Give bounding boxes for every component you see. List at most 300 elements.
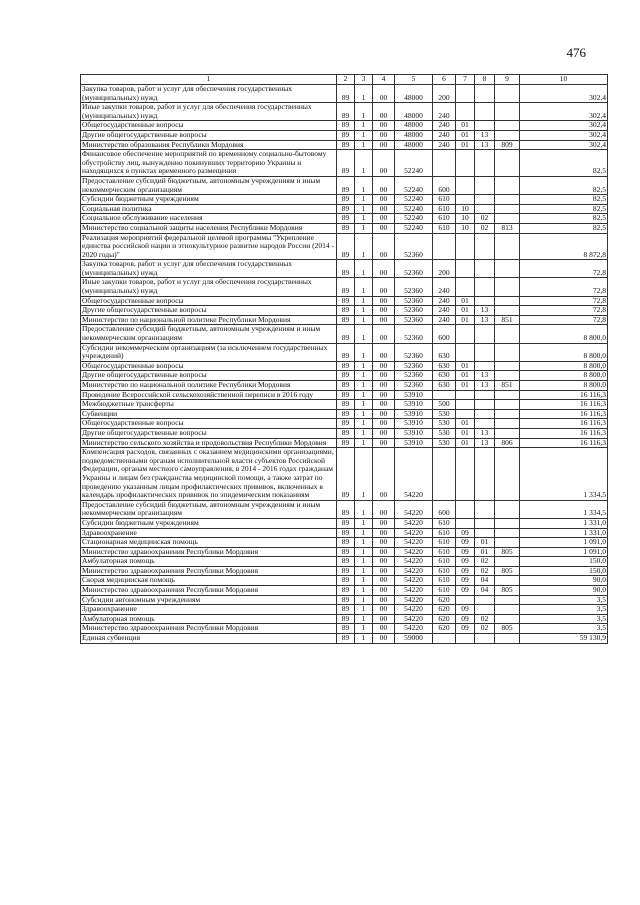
subsection-cell (475, 296, 495, 306)
ministry-code-cell (495, 448, 520, 501)
subsection-cell (475, 343, 495, 361)
code-cell: 89 (337, 409, 355, 419)
amount-cell: 1 334,5 (520, 448, 608, 501)
code-cell: 00 (373, 195, 395, 205)
section-cell: 09 (456, 605, 475, 615)
item-name-cell: Субсидии бюджетным учреждениям (81, 195, 337, 205)
section-cell (456, 103, 475, 121)
expense-type-cell: 610 (433, 195, 456, 205)
code-cell: 1 (355, 624, 373, 634)
subsection-cell: 13 (475, 428, 495, 438)
code-cell: 00 (373, 278, 395, 296)
table-row (81, 130, 608, 140)
code-cell: 89 (337, 140, 355, 150)
ministry-code-cell (495, 306, 520, 316)
item-name-cell: Другие общегосударственные вопросы (81, 130, 337, 140)
code-cell: 00 (373, 233, 395, 260)
code-cell: 89 (337, 634, 355, 644)
column-header: 9 (495, 75, 520, 85)
code-cell: 89 (337, 296, 355, 306)
table-row (81, 528, 608, 538)
amount-cell: 72,8 (520, 306, 608, 316)
target-code-cell: 54220 (395, 528, 433, 538)
target-code-cell: 54220 (395, 595, 433, 605)
subsection-cell: 13 (475, 140, 495, 150)
expense-type-cell: 240 (433, 130, 456, 140)
subsection-cell (475, 85, 495, 103)
amount-cell: 82,5 (520, 214, 608, 224)
ministry-code-cell (495, 390, 520, 400)
amount-cell: 1 091,0 (520, 538, 608, 548)
item-name-cell: Субсидии автономным учреждениям (81, 595, 337, 605)
amount-cell: 302,4 (520, 140, 608, 150)
code-cell: 1 (355, 306, 373, 316)
section-cell (456, 176, 475, 194)
code-cell: 00 (373, 343, 395, 361)
code-cell: 89 (337, 204, 355, 214)
table-row (81, 419, 608, 429)
table-row (81, 204, 608, 214)
amount-cell: 16 116,3 (520, 409, 608, 419)
section-cell: 09 (456, 576, 475, 586)
amount-cell: 150,0 (520, 557, 608, 567)
table-row (81, 557, 608, 567)
target-code-cell: 54220 (395, 448, 433, 501)
item-name-cell: Предоставление субсидий бюджетным, автономным учреждениям и иным некоммерческим организациям (81, 500, 337, 518)
code-cell: 89 (337, 150, 355, 177)
target-code-cell: 48000 (395, 121, 433, 131)
ministry-code-cell (495, 409, 520, 419)
code-cell: 1 (355, 605, 373, 615)
column-header: 2 (337, 75, 355, 85)
item-name-cell: Компенсация расходов, связанных с оказанием медицинскими организациями, подведомственными органам исполнительной власти субъектов Российской Федерации, органам местного самоуправления, в 2014 - 2016 годах гражданам Украины и лицам без гражданства медицинской помощи, а также затрат по проведению указанным лицам профилактических прививок, включенных в календарь профилактических прививок по эпидемическим показаниям (81, 448, 337, 501)
table-row (81, 448, 608, 501)
code-cell: 89 (337, 605, 355, 615)
section-cell: 01 (456, 381, 475, 391)
code-cell: 89 (337, 400, 355, 410)
expense-type-cell: 610 (433, 586, 456, 596)
amount-cell: 16 116,3 (520, 428, 608, 438)
code-cell: 89 (337, 419, 355, 429)
code-cell: 1 (355, 361, 373, 371)
subsection-cell: 02 (475, 223, 495, 233)
code-cell: 1 (355, 547, 373, 557)
section-cell: 10 (456, 214, 475, 224)
subsection-cell (475, 448, 495, 501)
code-cell: 89 (337, 371, 355, 381)
table-header-row (81, 75, 608, 85)
table-row (81, 223, 608, 233)
code-cell: 1 (355, 448, 373, 501)
expense-type-cell: 600 (433, 325, 456, 343)
ministry-code-cell: 851 (495, 315, 520, 325)
item-name-cell: Единая субвенция (81, 634, 337, 644)
expense-type-cell: 630 (433, 381, 456, 391)
section-cell (456, 390, 475, 400)
expense-type-cell: 610 (433, 576, 456, 586)
amount-cell: 82,5 (520, 223, 608, 233)
item-name-cell: Социальная политика (81, 204, 337, 214)
section-cell (456, 233, 475, 260)
code-cell: 1 (355, 233, 373, 260)
ministry-code-cell: 805 (495, 624, 520, 634)
code-cell: 00 (373, 103, 395, 121)
code-cell: 00 (373, 419, 395, 429)
amount-cell: 302,4 (520, 103, 608, 121)
target-code-cell: 52360 (395, 315, 433, 325)
column-header: 7 (456, 75, 475, 85)
subsection-cell: 13 (475, 315, 495, 325)
target-code-cell: 54220 (395, 518, 433, 528)
amount-cell: 3,5 (520, 605, 608, 615)
item-name-cell: Министерство сельского хозяйства и продовольствия Республики Мордовия (81, 438, 337, 448)
table-row (81, 371, 608, 381)
code-cell: 89 (337, 576, 355, 586)
section-cell (456, 595, 475, 605)
code-cell: 89 (337, 624, 355, 634)
code-cell: 89 (337, 595, 355, 605)
code-cell: 00 (373, 595, 395, 605)
code-cell: 89 (337, 528, 355, 538)
ministry-code-cell (495, 233, 520, 260)
table-row (81, 121, 608, 131)
section-cell: 01 (456, 361, 475, 371)
code-cell: 1 (355, 634, 373, 644)
expense-type-cell: 630 (433, 361, 456, 371)
table-row (81, 296, 608, 306)
ministry-code-cell (495, 195, 520, 205)
expense-type-cell: 530 (433, 409, 456, 419)
item-name-cell: Иные закупки товаров, работ и услуг для обеспечения государственных (муниципальных) нужд (81, 103, 337, 121)
table-row (81, 624, 608, 634)
code-cell: 1 (355, 176, 373, 194)
subsection-cell: 02 (475, 624, 495, 634)
code-cell: 00 (373, 634, 395, 644)
target-code-cell: 52240 (395, 195, 433, 205)
section-cell: 09 (456, 547, 475, 557)
code-cell: 1 (355, 371, 373, 381)
ministry-code-cell (495, 130, 520, 140)
target-code-cell: 59000 (395, 634, 433, 644)
code-cell: 89 (337, 121, 355, 131)
column-header: 4 (373, 75, 395, 85)
ministry-code-cell (495, 121, 520, 131)
amount-cell: 302,4 (520, 121, 608, 131)
code-cell: 89 (337, 438, 355, 448)
table-row (81, 409, 608, 419)
expense-type-cell (433, 390, 456, 400)
expense-type-cell: 600 (433, 500, 456, 518)
code-cell: 1 (355, 381, 373, 391)
target-code-cell: 53910 (395, 419, 433, 429)
amount-cell: 150,0 (520, 566, 608, 576)
ministry-code-cell: 806 (495, 438, 520, 448)
ministry-code-cell (495, 371, 520, 381)
ministry-code-cell (495, 343, 520, 361)
section-cell (456, 400, 475, 410)
expense-type-cell: 620 (433, 605, 456, 615)
item-name-cell: Скорая медицинская помощь (81, 576, 337, 586)
subsection-cell (475, 150, 495, 177)
amount-cell: 1 334,5 (520, 500, 608, 518)
code-cell: 1 (355, 325, 373, 343)
item-name-cell: Министерство по национальной политике Республики Мордовия (81, 381, 337, 391)
code-cell: 00 (373, 381, 395, 391)
amount-cell: 82,5 (520, 176, 608, 194)
subsection-cell (475, 419, 495, 429)
subsection-cell (475, 528, 495, 538)
ministry-code-cell (495, 518, 520, 528)
item-name-cell: Министерство здравоохранения Республики Мордовия (81, 547, 337, 557)
amount-cell: 82,5 (520, 150, 608, 177)
code-cell: 00 (373, 150, 395, 177)
code-cell: 89 (337, 361, 355, 371)
expense-type-cell: 530 (433, 419, 456, 429)
subsection-cell: 04 (475, 576, 495, 586)
target-code-cell: 53910 (395, 400, 433, 410)
item-name-cell: Иные закупки товаров, работ и услуг для обеспечения государственных (муниципальных) нужд (81, 278, 337, 296)
section-cell (456, 634, 475, 644)
ministry-code-cell: 805 (495, 586, 520, 596)
table-row (81, 260, 608, 278)
subsection-cell: 04 (475, 586, 495, 596)
code-cell: 89 (337, 518, 355, 528)
code-cell: 1 (355, 566, 373, 576)
table-row (81, 176, 608, 194)
ministry-code-cell (495, 176, 520, 194)
subsection-cell (475, 103, 495, 121)
code-cell: 1 (355, 223, 373, 233)
code-cell: 89 (337, 130, 355, 140)
section-cell: 09 (456, 586, 475, 596)
table-row (81, 361, 608, 371)
subsection-cell: 01 (475, 538, 495, 548)
section-cell: 01 (456, 130, 475, 140)
code-cell: 89 (337, 538, 355, 548)
table-row (81, 278, 608, 296)
subsection-cell (475, 195, 495, 205)
expense-type-cell: 630 (433, 371, 456, 381)
target-code-cell: 52240 (395, 204, 433, 214)
target-code-cell: 52360 (395, 371, 433, 381)
code-cell: 89 (337, 306, 355, 316)
ministry-code-cell (495, 400, 520, 410)
expense-type-cell: 500 (433, 400, 456, 410)
code-cell: 89 (337, 390, 355, 400)
target-code-cell: 53910 (395, 409, 433, 419)
code-cell: 1 (355, 260, 373, 278)
section-cell (456, 195, 475, 205)
code-cell: 89 (337, 315, 355, 325)
target-code-cell: 53910 (395, 438, 433, 448)
column-header: 10 (520, 75, 608, 85)
table-row (81, 390, 608, 400)
table-row (81, 547, 608, 557)
expense-type-cell: 610 (433, 214, 456, 224)
code-cell: 1 (355, 538, 373, 548)
section-cell: 10 (456, 223, 475, 233)
subsection-cell (475, 233, 495, 260)
section-cell (456, 85, 475, 103)
subsection-cell (475, 500, 495, 518)
amount-cell: 8 800,0 (520, 325, 608, 343)
column-header: 1 (81, 75, 337, 85)
column-header: 5 (395, 75, 433, 85)
code-cell: 89 (337, 586, 355, 596)
target-code-cell: 52240 (395, 176, 433, 194)
section-cell (456, 448, 475, 501)
code-cell: 00 (373, 500, 395, 518)
target-code-cell: 53910 (395, 390, 433, 400)
target-code-cell: 48000 (395, 85, 433, 103)
code-cell: 89 (337, 566, 355, 576)
code-cell: 00 (373, 576, 395, 586)
item-name-cell: Общегосударственные вопросы (81, 121, 337, 131)
code-cell: 00 (373, 557, 395, 567)
expense-type-cell: 610 (433, 557, 456, 567)
code-cell: 00 (373, 614, 395, 624)
item-name-cell: Субсидии бюджетным учреждениям (81, 518, 337, 528)
amount-cell: 1 331,0 (520, 528, 608, 538)
code-cell: 89 (337, 103, 355, 121)
target-code-cell: 54220 (395, 586, 433, 596)
table-row (81, 233, 608, 260)
table-row (81, 381, 608, 391)
target-code-cell: 52360 (395, 278, 433, 296)
target-code-cell: 54220 (395, 624, 433, 634)
expense-type-cell (433, 233, 456, 260)
code-cell: 00 (373, 140, 395, 150)
ministry-code-cell (495, 500, 520, 518)
expense-type-cell: 240 (433, 121, 456, 131)
target-code-cell: 52360 (395, 343, 433, 361)
ministry-code-cell (495, 428, 520, 438)
section-cell: 09 (456, 566, 475, 576)
subsection-cell: 02 (475, 566, 495, 576)
target-code-cell: 52240 (395, 214, 433, 224)
subsection-cell (475, 400, 495, 410)
code-cell: 1 (355, 428, 373, 438)
expense-type-cell: 530 (433, 428, 456, 438)
code-cell: 00 (373, 306, 395, 316)
item-name-cell: Закупка товаров, работ и услуг для обеспечения государственных (муниципальных) нужд (81, 85, 337, 103)
table-row (81, 518, 608, 528)
column-header: 8 (475, 75, 495, 85)
expense-type-cell: 240 (433, 278, 456, 296)
table-row (81, 195, 608, 205)
expense-type-cell: 240 (433, 315, 456, 325)
column-header: 3 (355, 75, 373, 85)
code-cell: 1 (355, 438, 373, 448)
section-cell (456, 325, 475, 343)
subsection-cell (475, 634, 495, 644)
item-name-cell: Здравоохранение (81, 605, 337, 615)
code-cell: 89 (337, 233, 355, 260)
expense-type-cell: 610 (433, 566, 456, 576)
subsection-cell (475, 260, 495, 278)
subsection-cell (475, 518, 495, 528)
table-row (81, 325, 608, 343)
code-cell: 1 (355, 214, 373, 224)
target-code-cell: 48000 (395, 103, 433, 121)
code-cell: 89 (337, 557, 355, 567)
amount-cell: 8 800,0 (520, 381, 608, 391)
item-name-cell: Социальное обслуживание населения (81, 214, 337, 224)
page-number: 476 (566, 45, 586, 60)
amount-cell: 16 116,3 (520, 400, 608, 410)
code-cell: 1 (355, 500, 373, 518)
code-cell: 00 (373, 409, 395, 419)
code-cell: 1 (355, 557, 373, 567)
ministry-code-cell (495, 296, 520, 306)
amount-cell: 82,5 (520, 204, 608, 214)
subsection-cell: 13 (475, 381, 495, 391)
code-cell: 1 (355, 586, 373, 596)
code-cell: 89 (337, 223, 355, 233)
target-code-cell: 54220 (395, 605, 433, 615)
amount-cell: 72,8 (520, 315, 608, 325)
section-cell (456, 150, 475, 177)
ministry-code-cell (495, 528, 520, 538)
item-name-cell: Министерство здравоохранения Республики Мордовия (81, 624, 337, 634)
subsection-cell (475, 605, 495, 615)
ministry-code-cell (495, 419, 520, 429)
code-cell: 00 (373, 204, 395, 214)
amount-cell: 72,8 (520, 296, 608, 306)
code-cell: 89 (337, 381, 355, 391)
table-row (81, 566, 608, 576)
item-name-cell: Закупка товаров, работ и услуг для обеспечения государственных (муниципальных) нужд (81, 260, 337, 278)
code-cell: 1 (355, 409, 373, 419)
code-cell: 89 (337, 214, 355, 224)
section-cell: 01 (456, 306, 475, 316)
code-cell: 00 (373, 547, 395, 557)
code-cell: 1 (355, 518, 373, 528)
amount-cell: 3,5 (520, 614, 608, 624)
code-cell: 89 (337, 343, 355, 361)
code-cell: 00 (373, 296, 395, 306)
item-name-cell: Субвенции (81, 409, 337, 419)
amount-cell: 16 116,3 (520, 419, 608, 429)
code-cell: 00 (373, 518, 395, 528)
section-cell (456, 343, 475, 361)
target-code-cell: 53910 (395, 428, 433, 438)
ministry-code-cell (495, 538, 520, 548)
section-cell: 01 (456, 428, 475, 438)
code-cell: 00 (373, 371, 395, 381)
subsection-cell: 02 (475, 214, 495, 224)
code-cell: 1 (355, 419, 373, 429)
section-cell: 09 (456, 538, 475, 548)
code-cell: 00 (373, 85, 395, 103)
subsection-cell: 13 (475, 130, 495, 140)
code-cell: 00 (373, 586, 395, 596)
code-cell: 1 (355, 528, 373, 538)
expense-type-cell: 610 (433, 538, 456, 548)
code-cell: 00 (373, 400, 395, 410)
expense-type-cell: 600 (433, 176, 456, 194)
code-cell: 1 (355, 614, 373, 624)
section-cell: 09 (456, 557, 475, 567)
table-row (81, 500, 608, 518)
ministry-code-cell: 809 (495, 140, 520, 150)
section-cell: 01 (456, 296, 475, 306)
expense-type-cell: 610 (433, 223, 456, 233)
subsection-cell (475, 325, 495, 343)
item-name-cell: Министерство социальной защиты населения Республики Мордовия (81, 223, 337, 233)
code-cell: 00 (373, 448, 395, 501)
code-cell: 00 (373, 361, 395, 371)
